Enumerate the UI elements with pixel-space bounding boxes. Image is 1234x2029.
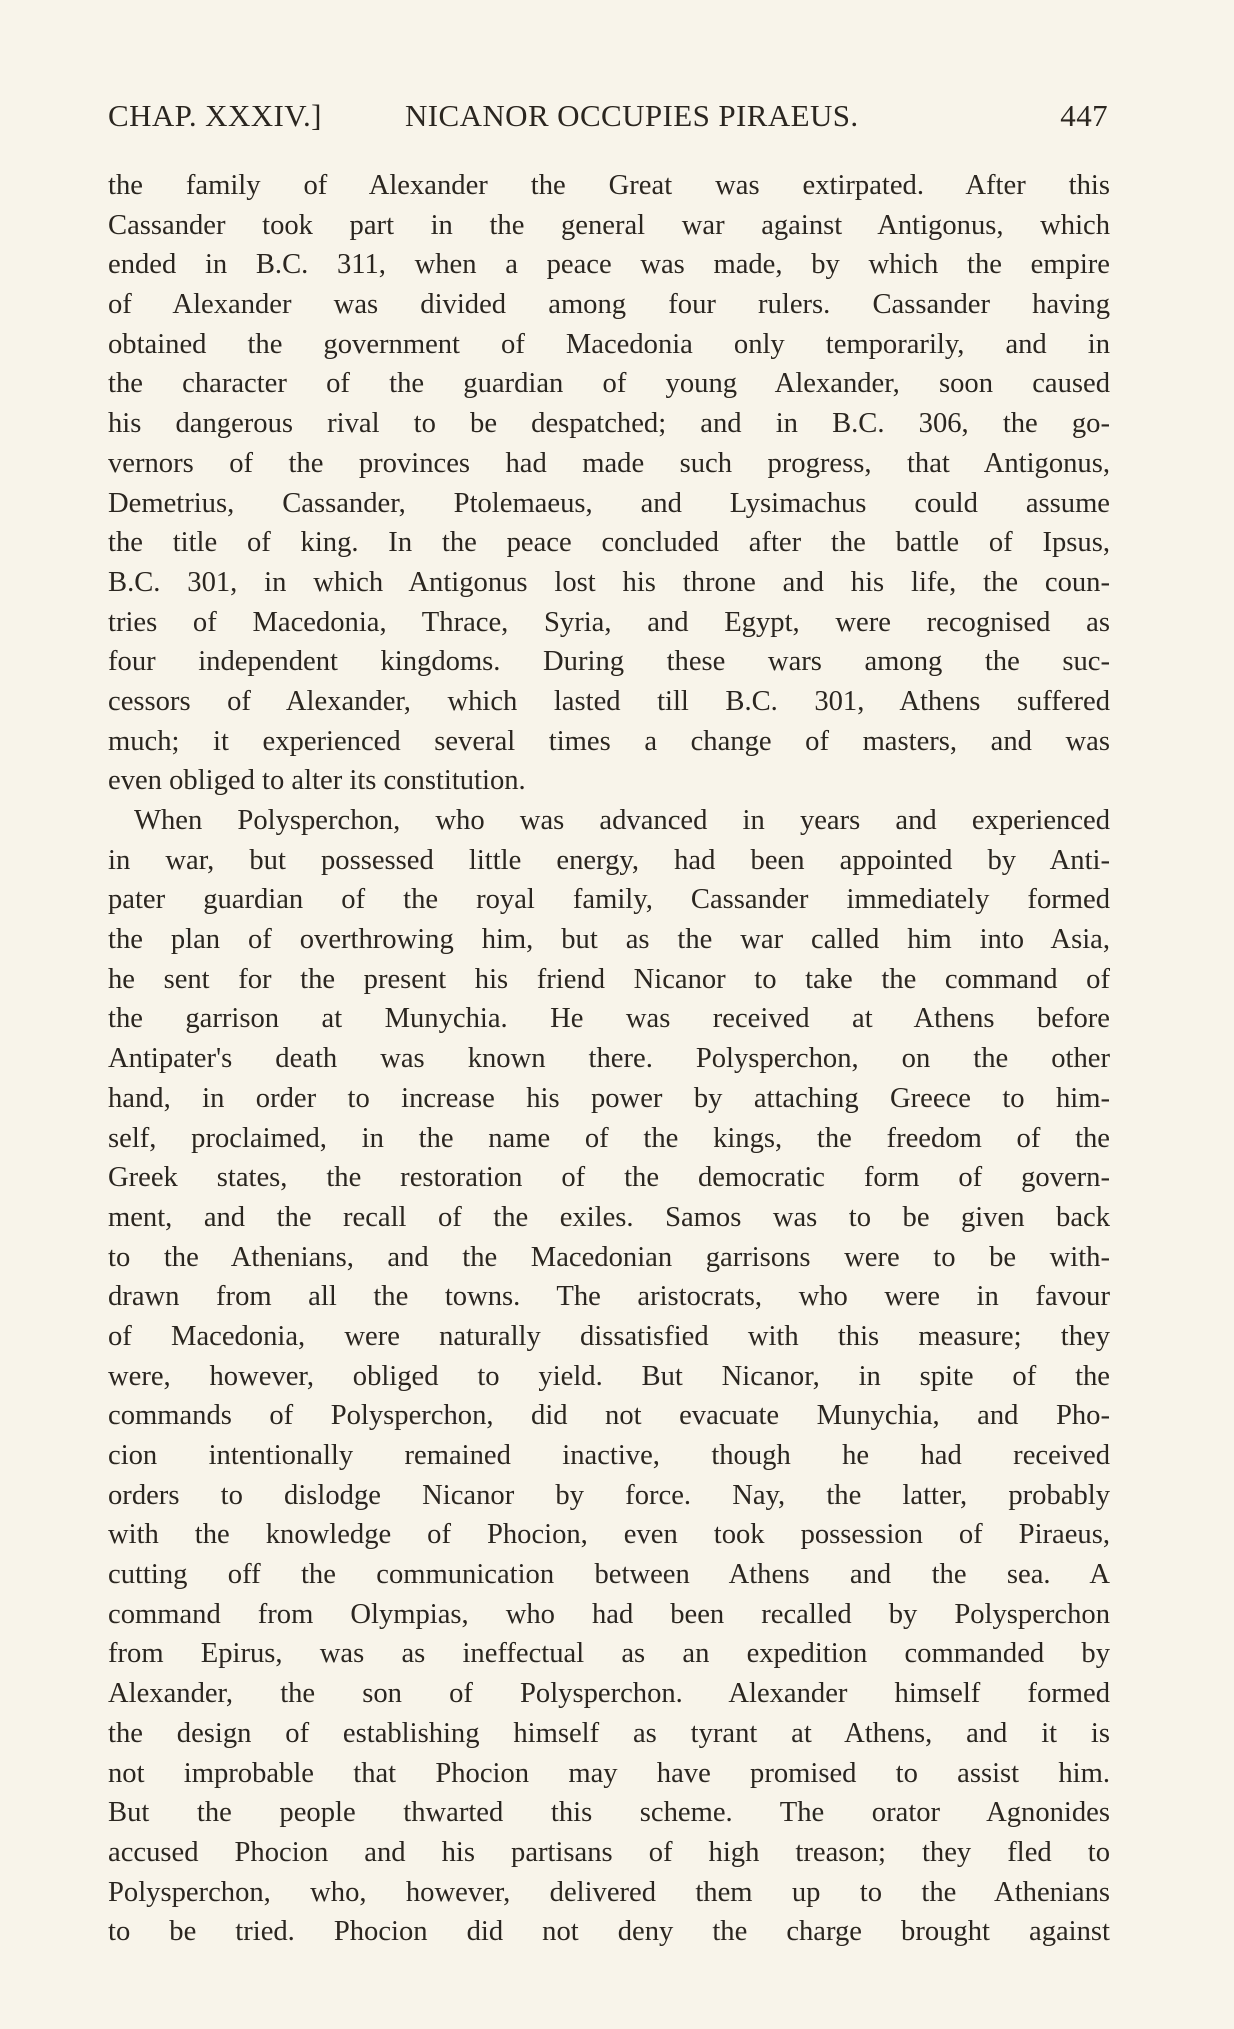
text-line: the character of the guardian of young Alexander, soon caused: [108, 368, 1110, 400]
text-line: B.C. 301, in which Antigonus lost his throne and his life, the coun-: [108, 566, 1110, 598]
text-line: his dangerous rival to be despatched; and in B.C. 306, the go-: [108, 408, 1110, 440]
text-line: the title of king. In the peace concluded after the battle of Ipsus,: [108, 527, 1110, 559]
text-line: drawn from all the towns. The aristocrats, who were in favour: [108, 1281, 1110, 1313]
text-line: he sent for the present his friend Nicanor to take the command of: [108, 963, 1110, 995]
text-line: orders to dislodge Nicanor by force. Nay, the latter, probably: [108, 1479, 1110, 1511]
text-line: with the knowledge of Phocion, even took possession of Piraeus,: [108, 1519, 1110, 1551]
text-line: Alexander, the son of Polysperchon. Alexander himself formed: [108, 1678, 1110, 1710]
text-line: were, however, obliged to yield. But Nicanor, in spite of the: [108, 1360, 1110, 1392]
text-line: Antipater's death was known there. Polysperchon, on the other: [108, 1043, 1110, 1075]
text-line: Greek states, the restoration of the democratic form of govern-: [108, 1162, 1110, 1194]
text-line: Polysperchon, who, however, delivered them up to the Athenians: [108, 1876, 1110, 1908]
text-line: commands of Polysperchon, did not evacuate Munychia, and Pho-: [108, 1400, 1110, 1432]
text-line: cion intentionally remained inactive, though he had received: [108, 1440, 1110, 1471]
text-line: accused Phocion and his partisans of high treason; they fled to: [108, 1836, 1110, 1868]
text-line: self, proclaimed, in the name of the kings, the freedom of the: [108, 1122, 1110, 1154]
paragraph-start-line: When Polysperchon, who was advanced in years and experienced: [134, 805, 1110, 836]
text-line: tries of Macedonia, Thrace, Syria, and Egypt, were recognised as: [108, 606, 1110, 638]
text-line: of Alexander was divided among four rulers. Cassander having: [108, 289, 1110, 321]
text-line: hand, in order to increase his power by attaching Greece to him-: [108, 1082, 1110, 1114]
text-line: of Macedonia, were naturally dissatisfied with this measure; they: [108, 1320, 1110, 1352]
text-line: ment, and the recall of the exiles. Samos was to be given back: [108, 1201, 1110, 1233]
text-line: the plan of overthrowing him, but as the war called him into Asia,: [108, 924, 1110, 956]
text-line: not improbable that Phocion may have promised to assist him.: [108, 1757, 1110, 1789]
text-line: Demetrius, Cassander, Ptolemaeus, and Lysimachus could assume: [108, 487, 1110, 519]
text-line: ended in B.C. 311, when a peace was made, by which the empire: [108, 249, 1110, 281]
text-line: command from Olympias, who had been recalled by Polysperchon: [108, 1598, 1110, 1630]
text-line: to the Athenians, and the Macedonian garrisons were to be with-: [108, 1241, 1110, 1273]
text-line: But the people thwarted this scheme. The orator Agnonides: [108, 1797, 1110, 1829]
text-line: from Epirus, was as ineffectual as an expedition commanded by: [108, 1638, 1110, 1670]
text-line: the design of establishing himself as tyrant at Athens, and it is: [108, 1717, 1110, 1749]
text-line: Cassander took part in the general war against Antigonus, which: [108, 209, 1110, 241]
text-line: vernors of the provinces had made such progress, that Antigonus,: [108, 447, 1110, 479]
text-line: obtained the government of Macedonia only temporarily, and in: [108, 328, 1110, 360]
text-line: four independent kingdoms. During these wars among the suc-: [108, 646, 1110, 678]
paragraph-end-line: even obliged to alter its constitution.: [108, 765, 526, 797]
running-title: NICANOR OCCUPIES PIRAEUS.: [405, 98, 859, 133]
text-line: pater guardian of the royal family, Cassander immediately formed: [108, 884, 1110, 916]
text-line: cutting off the communication between Athens and the sea. A: [108, 1559, 1110, 1591]
running-header: [108, 98, 1108, 138]
text-line: cessors of Alexander, which lasted till B.C. 301, Athens suffered: [108, 685, 1110, 717]
text-line: the garrison at Munychia. He was received at Athens before: [108, 1003, 1110, 1035]
chapter-label: CHAP. XXXIV.]: [108, 98, 322, 133]
text-line: in war, but possessed little energy, had been appointed by Anti-: [108, 844, 1110, 876]
body-text: [108, 166, 1110, 1952]
text-line: to be tried. Phocion did not deny the charge brought against: [108, 1916, 1110, 1948]
page-number: 447: [1060, 98, 1108, 133]
text-line: the family of Alexander the Great was extirpated. After this: [108, 170, 1110, 201]
text-line: much; it experienced several times a change of masters, and was: [108, 725, 1110, 757]
